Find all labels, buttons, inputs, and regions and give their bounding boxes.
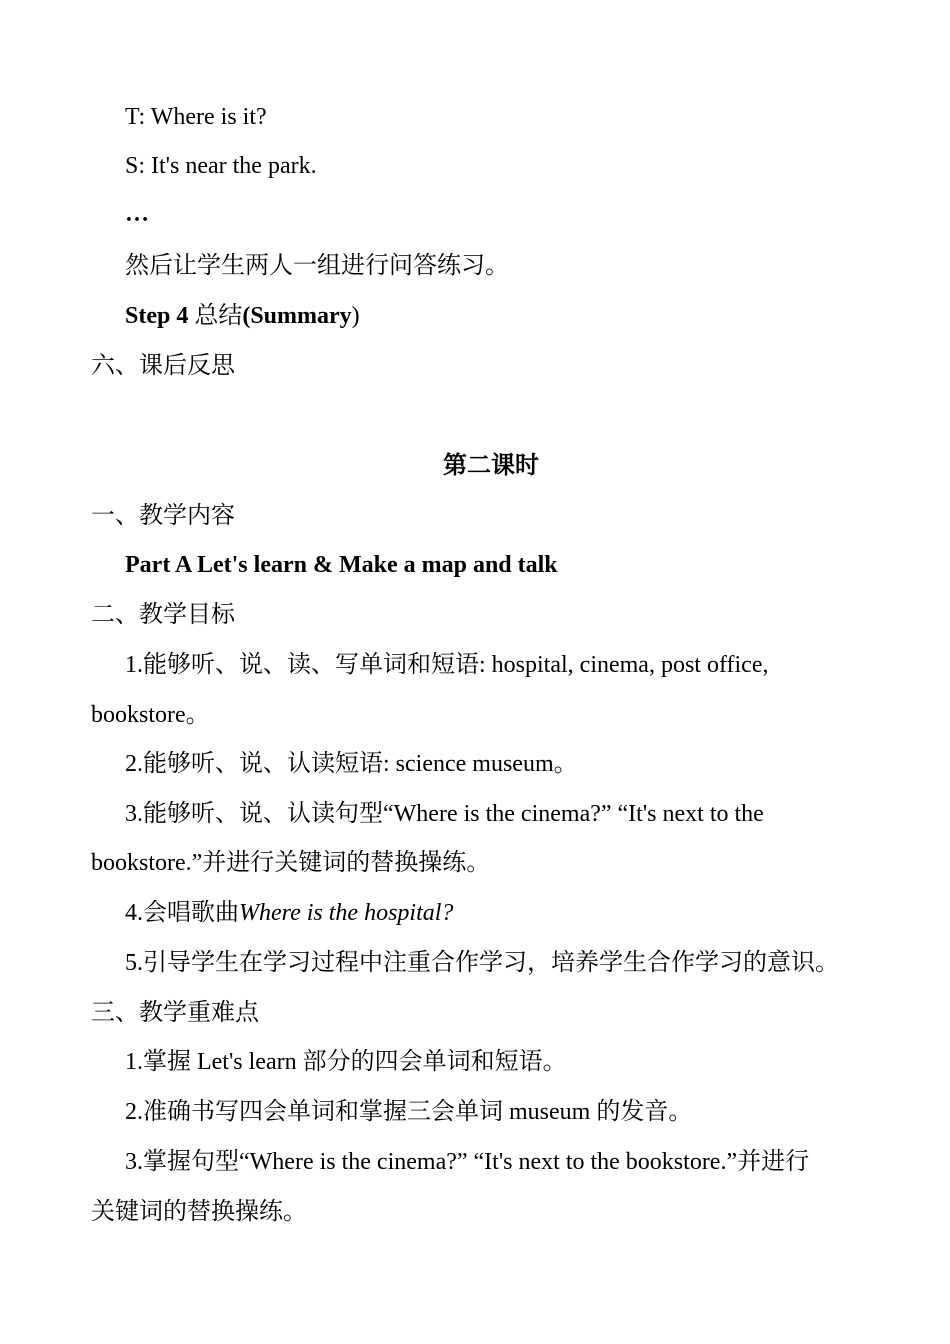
objective-1: 1.能够听、说、读、写单词和短语: hospital, cinema, post office, [125,652,769,678]
section-6-heading: 六、课后反思 [91,353,235,379]
key-point-3-continued: 关键词的替换操练。 [91,1199,307,1225]
teaching-content: Part A Let's learn & Make a map and talk [125,552,558,578]
lesson-title: 第二课时 [443,453,539,479]
objective-3: 3.能够听、说、认读句型“Where is the cinema?” “It's next to the [125,801,764,827]
step-4-heading [125,301,360,331]
key-point-3: 3.掌握句型“Where is the cinema?” “It's next to the bookstore.”并进行 [125,1149,810,1175]
objective-3-continued: bookstore.”并进行关键词的替换操练。 [91,850,491,876]
objective-2: 2.能够听、说、认读短语: science museum。 [125,751,578,777]
step-4-summary-en: (Summary [242,303,352,329]
ellipsis-line: … [125,201,149,227]
section-2-heading: 二、教学目标 [91,602,235,628]
objective-4 [125,898,453,928]
key-point-2: 2.准确书写四会单词和掌握三会单词 museum 的发音。 [125,1099,693,1125]
objective-5: 5.引导学生在学习过程中注重合作学习，培养学生合作学习的意识。 [125,950,839,976]
song-title: Where is the hospital? [239,900,454,926]
step-4-close-paren: ) [351,303,360,329]
step-4-summary-cn: 总结 [194,303,243,329]
dialogue-teacher-line: T: Where is it? [125,104,267,130]
dialogue-student-line: S: It's near the park. [125,153,317,179]
key-point-1: 1.掌握 Let's learn 部分的四会单词和短语。 [125,1049,567,1075]
step-4-label: Step 4 [125,303,195,329]
section-3-heading: 三、教学重难点 [91,1000,259,1026]
objective-4-prefix: 4.会唱歌曲 [125,900,239,926]
pair-practice-instruction: 然后让学生两人一组进行问答练习。 [125,253,509,279]
objective-1-continued: bookstore。 [91,702,210,728]
section-1-heading: 一、教学内容 [91,503,235,529]
